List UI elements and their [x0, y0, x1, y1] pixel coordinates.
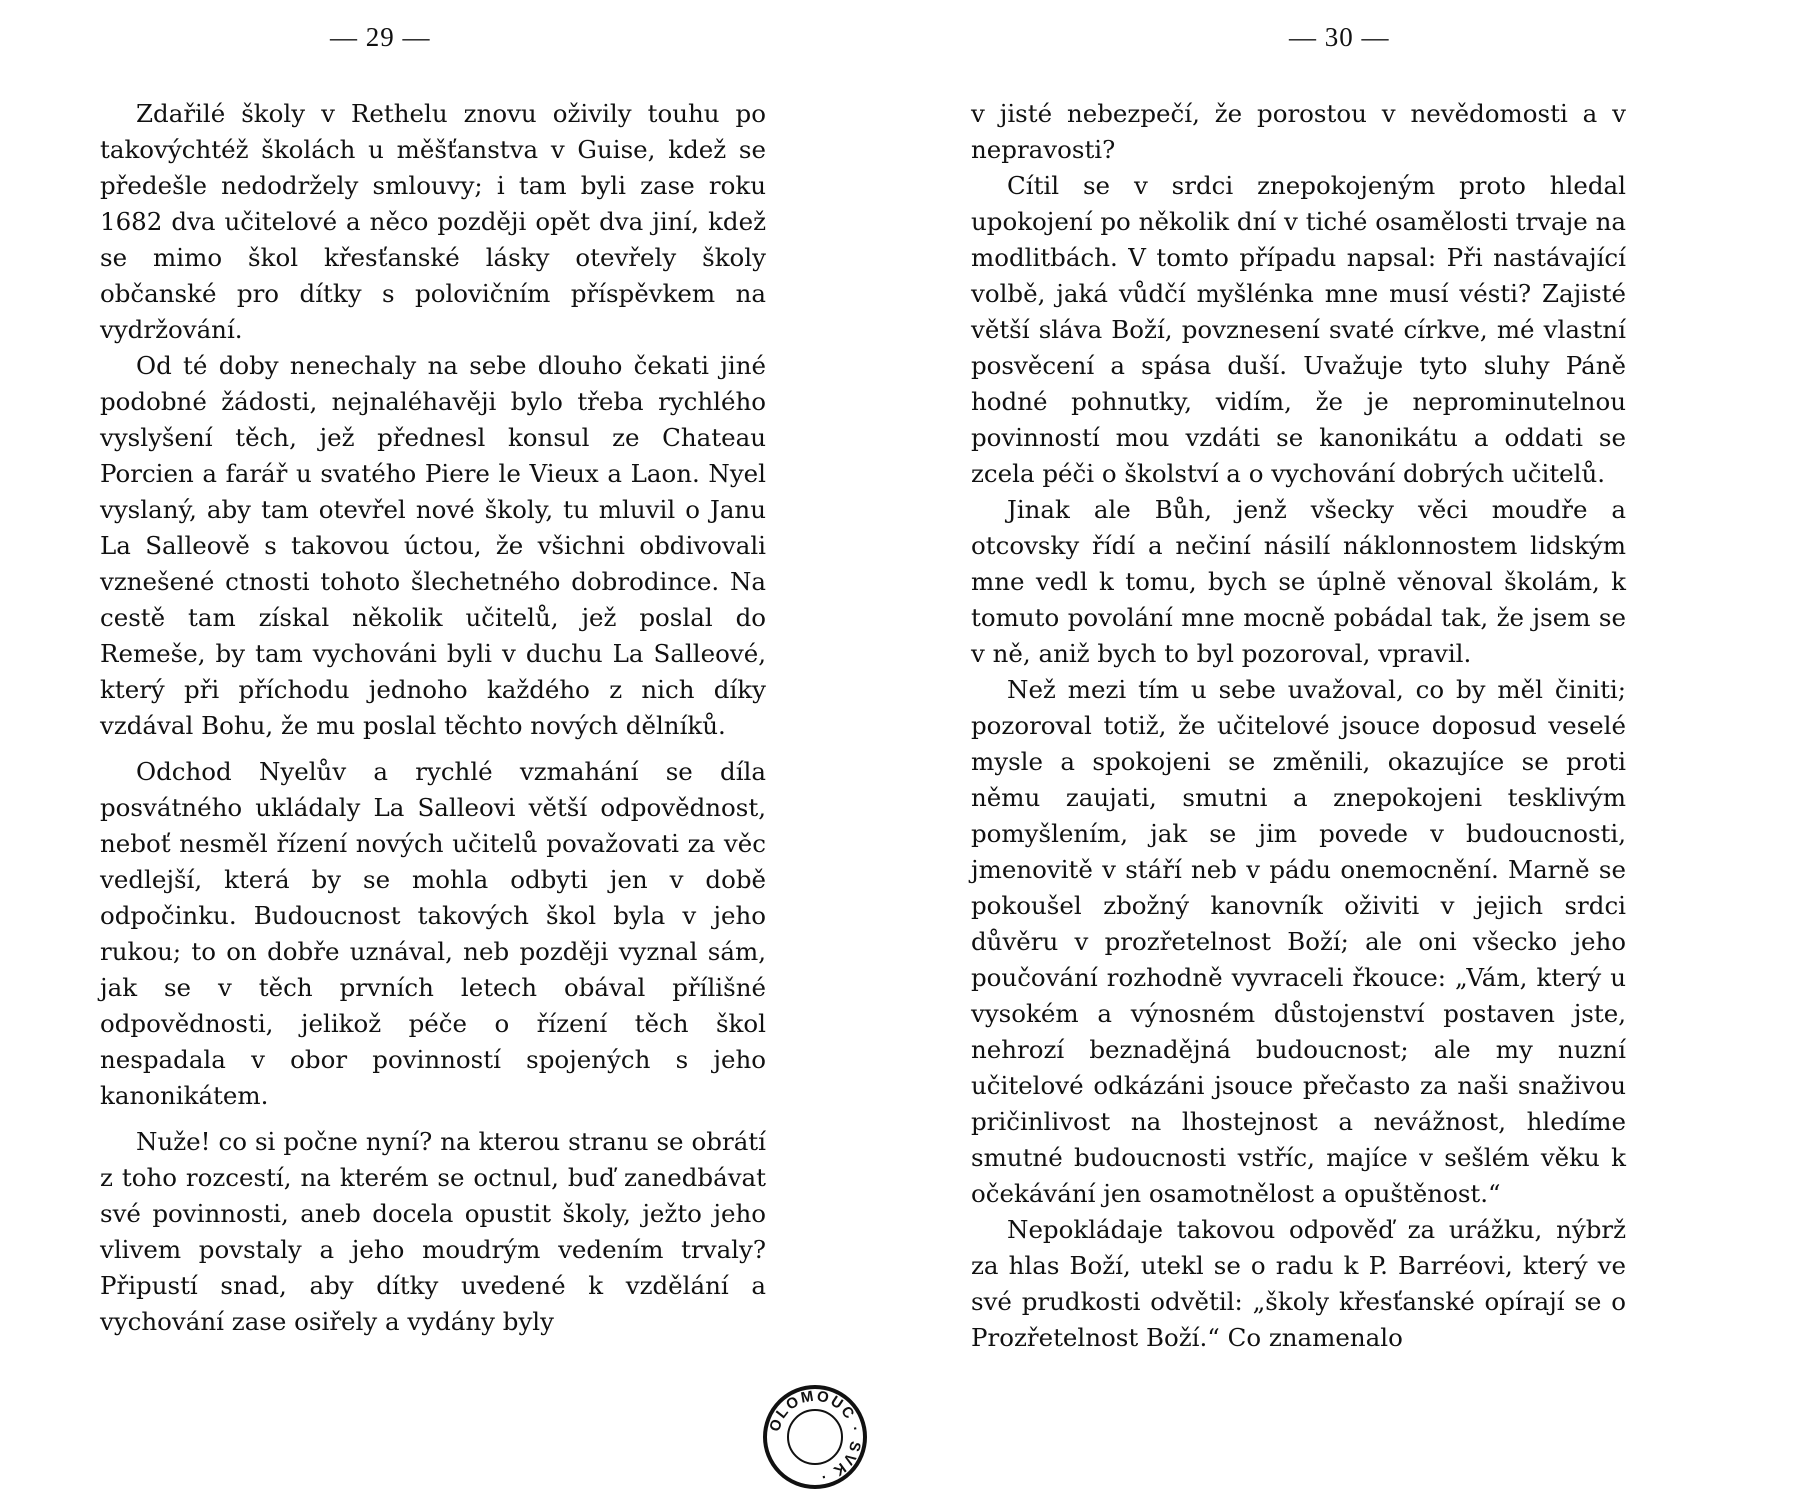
paragraph: Než mezi tím u sebe uvažoval, co by měl činiti; pozoroval totiž, že učitelové jsouce doposud veselé mysle a spokojeni se změnili, okazujíce se proti němu zaujati, smutni a znepokojeni tesklivým pomyšlením, jak se jim povede v budoucnosti, jmenovitě v stáří neb v pádu onemocnění. Marně se pokoušel zbožný kanovník oživiti v jejich srdci důvěru v prozřetelnost Boží; ale oni všecko jeho poučování rozhodně vyvraceli řkouce: „Vám, který u vysokém a výnosném důstojenství postaven jste, nehrozí beznadějná budoucnost; ale my nuzní učitelové odkázáni jsouce přečasto za naši snaživou pričinlivost na lhostejnost a nevážnost, hledíme smutné budoucnosti vstříc, majíce v sešlém věku k očekávání jen osamotnělost a opuštěnost.“ — [971, 675, 1626, 1208]
paragraph: Nepokládaje takovou odpověď za urážku, nýbrž za hlas Boží, utekl se o radu k P. Barréovi, který ve své prudkosti odvětil: „školy křesťanské opírají se o Prozřetelnost Boží.“ Co znamenalo — [971, 1215, 1626, 1352]
page-number-left: — 29 — — [330, 22, 431, 52]
stamp-text: OLOMOUC · SVK · — [766, 1387, 865, 1486]
paragraph: Jinak ale Bůh, jenž všecky věci moudře a otcovsky řídí a nečiní násilí náklonnostem lidským mne vedl k tomu, bych se úplně věnoval školám, k tomuto povolání mne mocně pobádal tak, že jsem se v ně, aniž bych to byl pozoroval, vpravil. — [971, 495, 1626, 668]
paragraph: Od té doby nenechaly na sebe dlouho čekati jiné podobné žádosti, nejnaléhavěji bylo třeba rychlého vyslyšení těch, jež přednesl konsul ze Chateau Porcien a farář u svatého Piere le Vieux a Laon. Nyel vyslaný, aby tam otevřel nové školy, tu mluvil o Janu La Salleově s takovou úctou, že všichni obdivovali vznešené ctnosti tohoto šlechetného dobrodince. Na cestě tam získal několik učitelů, jež poslal do Remeše, by tam vychováni byli v duchu La Salleové, který při příchodu jednoho každého z nich díky vzdával Bohu, že mu poslal těchto nových dělníků. — [100, 351, 766, 740]
paragraph: Zdařilé školy v Rethelu znovu oživily touhu po takovýchtéž školách u měšťanstva v Guise, kdež se předešle nedodržely smlouvy; i tam byli zase roku 1682 dva učitelové a něco později opět dva jiní, kdež se mimo škol křesťanské lásky otevřely školy občanské pro dítky s polovičním příspěvkem na vydržování. — [100, 99, 766, 344]
library-stamp — [760, 1382, 870, 1492]
right-text-column — [971, 96, 1626, 1356]
right-page — [899, 0, 1798, 1500]
paragraph: Nuže! co si počne nyní? na kterou stranu se obrátí z toho rozcestí, na kterém se octnul, buď zanedbávat své povinnosti, aneb docela opustit školy, ježto jeho vlivem povstaly a jeho moudrým vedením trvaly? Připustí snad, aby dítky uvedené k vzdělání a vychování zase osiřely a vydány byly — [100, 1127, 766, 1336]
paragraph: Odchod Nyelův a rychlé vzmahání se díla posvátného ukládaly La Salleovi větší odpovědnost, neboť nesměl řízení nových učitelů považovati za věc vedlejší, která by se mohla odbyti jen v době odpočinku. Budoucnost takových škol byla v jeho rukou; to on dobře uznával, neb později vyznal sám, jak se v těch prvních letech obával přílišné odpovědnosti, jelikož péče o řízení těch škol nespadala v obor povinností spojených s jeho kanonikátem. — [100, 757, 766, 1110]
left-text-column — [100, 96, 766, 1340]
paragraph: v jisté nebezpečí, že porostou v nevědomosti a v nepravosti? — [971, 99, 1626, 164]
page-number-right: — 30 — — [1289, 22, 1390, 52]
stamp-seal-icon — [760, 1382, 870, 1492]
paragraph: Cítil se v srdci znepokojeným proto hledal upokojení po několik dní v tiché osamělosti trvaje na modlitbách. V tomto případu napsal: Při nastávající volbě, jaká vůdčí myšlénka mne musí vésti? Zajisté větší sláva Boží, povznesení svaté církve, mé vlastní posvěcení a spása duší. Uvažuje tyto sluhy Páně hodné pohnutky, vidím, že je neprominutelnou povinností mou vzdáti se kanonikátu a oddati se zcela péči o školství a o vychování dobrých učitelů. — [971, 171, 1626, 488]
